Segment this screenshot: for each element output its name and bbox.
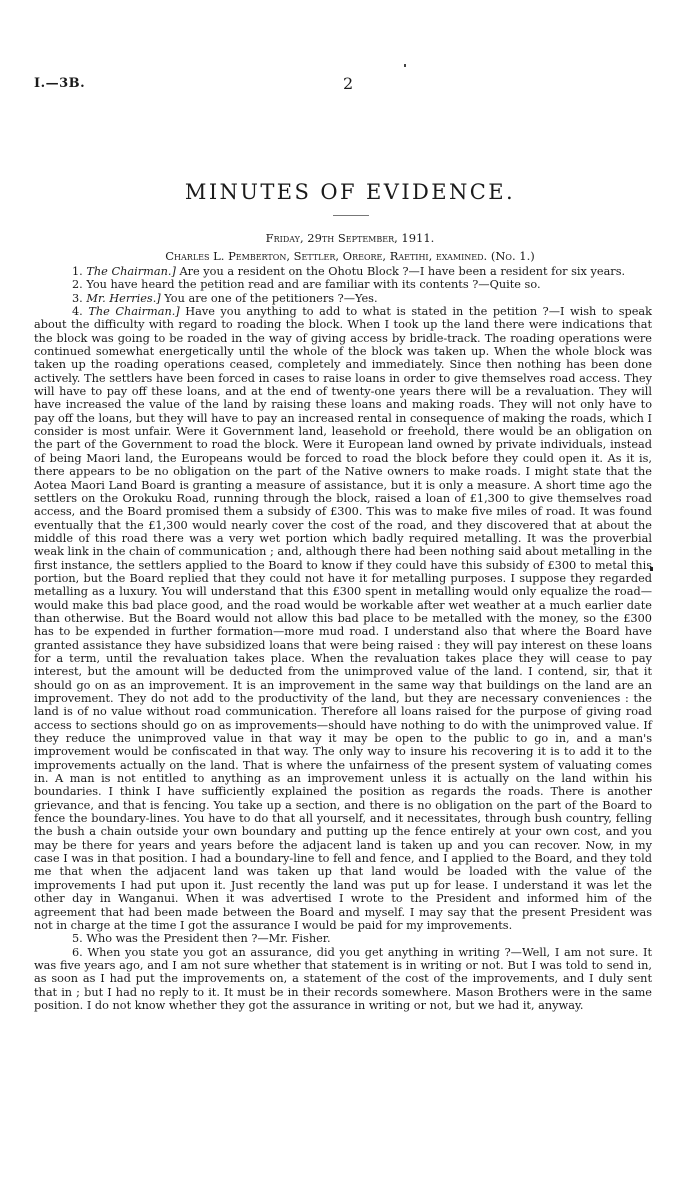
document-reference: I.—3B. [34,76,86,91]
paragraph-number: 4. [72,305,83,319]
speaker-label: The Chairman.] [86,265,176,278]
page-title: MINUTES OF EVIDENCE. [184,180,516,204]
speaker-label: Mr. Herries.] [86,291,161,305]
paragraph-text: Who was the President then ?—Mr. Fisher. [82,932,331,946]
paragraph-text: Have you anything to add to what is stated in the petition ?—I wish to speak about the difficulty with regard to roading the block. When I took up the land there were indications that the block was going to be roaded in the way of giving access by bridle-track. The roading operations were continued somewhat energetically until the whole of the block was taken up. When the whole block was taken up the roading operations ceased, completely and immediately. Since then nothing has been done actively. The settlers have been forced in cases to raise loans in order to give themselves road access. They will have to pay off these loans, and at the end of twenty-one years there will be a revaluation. They will have increased the value of the land by raising these loans and making roads. They will not only have to pay off the loans, but they will have to pay an increased rental in consequence of making the roads, which I consider is most unfair. Were it Government land, leasehold or freehold, there would be an obligation on the part of the Government to road the block. Were it European land owned by private individuals, instead of being Maori land, the Europeans would be forced to road the block before they could open it. As it is, there appears to be no obligation on the part of the Native owners to make roads. I might state that the Aotea Maori Land Board is granting a measure of assistance, but it is only a measure. A short time ago the settlers on the Orokuku Road, running through the block, raised a loan of £1,300 to give themselves road access, and the Board promised them a subsidy of £300. This was to make five miles of road. It was found eventually that the £1,300 would nearly cover the cost of the road, and they discovered that at about the middle of this road there was a very wet portion which badly required metalling. It was the proverbial weak link in the chain of communication ; and, although there had been nothing said about metalling in the first instance, the settlers applied to the Board to know if they could have this subsidy of £300 to metal this portion, but the Board replied that they could not have it for metalling purposes. I suppose they regarded metalling as a luxury. You will understand that this £300 spent in metalling would only equalize the road—would make this bad place good, and the road would be workable after wet weather at a much earlier date than otherwise. But the Board would not allow this bad place to be metalled with the money, so the £300 has to be expended in further formation—more mud road. I understand also that where the Board have granted assistance they have subsidized loans that were being raised : they will pay interest on these loans for a term, until the revaluation takes place. When the revaluation takes place they will cease to pay interest, but the amount will be deducted from the unimproved value of the land. I contend, sir, that it should go on as an improvement. It is an improvement in the same way that buildings on the land are an improvement. They do not add to the productivity of the land, but they are necessary conveniences : the land is of no value without road communication. Therefore all loans raised for the purpose of giving road access to sections should go on as improvements—should have nothing to do with the unimproved value. If they reduce the unimproved value in that way it may be open to the public to go in, and a man's improvement would be confiscated in that way. The only way to insure his recovering it is to add it to the improvements actually on the land. That is where the unfairness of the present system of valuating comes in. A man is not entitled to anything as an improvement unless it is actually on the land within his boundaries. I think I have sufficiently explained the position as regards the roads. There is another grievance, and that is fencing. You take up a section, and there is no obligation on the part of the Board to fence the boundary-lines. You have to do that all yourself, and it necessitates, through bush country, felling the bush a chain outside your own boundary and putting up the fence entirely at your own cost, and you may be there for years and years before the adjacent land is taken up and you can recover. Now, in my case I was in that position. I had a boundary-line to fell and fence, and I applied to the Board, and they told me that when the adjacent land was taken up that land would be loaded with the value of the improvements I had put upon it. Just recently the land was put up for lease. I understand it was let the other day in Wanganui. When it was advertised I wrote to the President and informed him of the agreement that had been made between the Board and myself. I may say that the present President was not in charge at the time I got the assurance I would be paid for my improvements. [34,305,653,932]
paragraph-text: You are one of the petitioners ?—Yes. [160,291,378,305]
paragraph-text: When you state you got an assurance, did you get anything in writing ?—Well, I am not sure. It was five years ago, and I am not sure whether that statement is in writing or not. But I was told to send in, as soon as I had put the improvements on, a statement of the cost of the improvements, and I duly sent that in ; but I had no reply to it. It must be in their records somewhere. Mason Brothers were in the same position. I do not know whether they got the assurance in writing or not, but we had it, anyway. [34,945,652,1012]
title-divider [333,215,369,216]
paragraph-number: 5. [72,932,83,946]
evidence-paragraph [34,305,652,932]
speaker-label: The Chairman.] [88,305,180,319]
paragraph-number: 6. [72,945,83,959]
stray-mark [404,64,406,67]
evidence-paragraph [34,946,652,1013]
paragraph-number: 1. [72,265,83,278]
evidence-paragraph [34,278,652,291]
evidence-body [34,265,652,1012]
evidence-paragraph [34,265,652,278]
session-date: Friday, 29th September, 1911. [265,231,435,245]
paragraph-number: 2. [72,278,83,292]
page-number: 2 [343,74,354,93]
evidence-paragraph [34,292,652,305]
witness-line: Charles L. Pemberton, Settler, Oreore, Raetihi, examined. (No. 1.) [165,249,535,263]
paragraph-text: Are you a resident on the Ohotu Block ?—I have been a resident for six years. [175,265,626,278]
evidence-paragraph [34,932,652,945]
paragraph-number: 3. [72,291,83,305]
paragraph-text: You have heard the petition read and are familiar with its contents ?—Quite so. [82,278,541,292]
